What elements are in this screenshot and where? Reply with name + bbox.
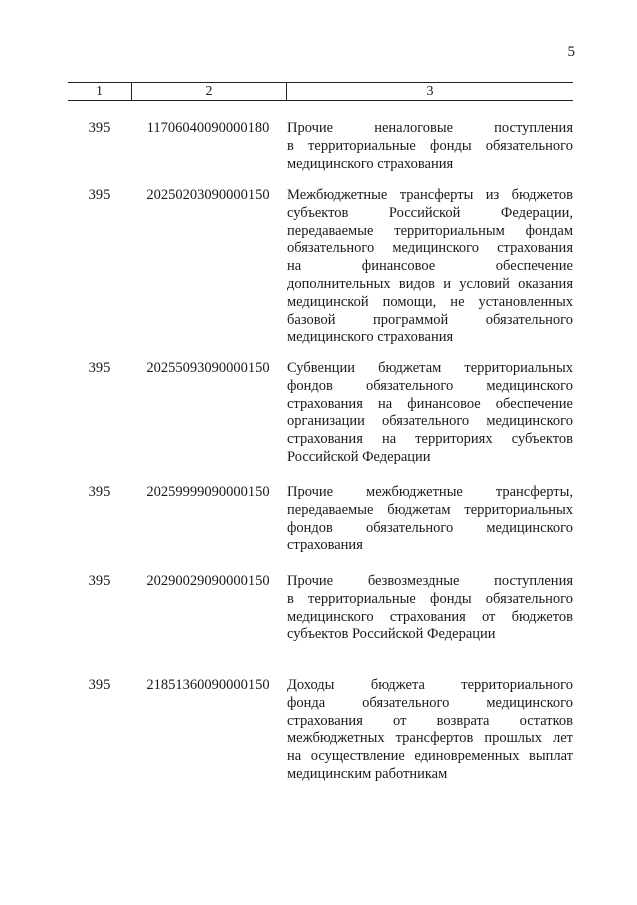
income-name-line: организации обязательного медицинского — [287, 413, 573, 430]
header-column-1: 1 — [68, 83, 132, 100]
income-code: 21851360090000150 — [146, 677, 270, 693]
income-name-line: страхования на территориях субъектов — [287, 431, 573, 448]
income-name-line: медицинским работникам — [287, 765, 448, 782]
income-name — [285, 677, 573, 784]
income-name — [285, 120, 573, 173]
income-name-line: страхования на финансовое обеспечение — [287, 395, 573, 412]
income-name-line: передаваемые бюджетам территориальных — [287, 501, 573, 518]
admin-code: 395 — [88, 677, 111, 693]
header-column-2: 2 — [132, 83, 287, 100]
table-row — [68, 187, 573, 347]
income-code: 20250203090000150 — [146, 187, 270, 203]
income-name-line: Доходы бюджета территориального — [287, 677, 573, 693]
income-name-line: медицинского страхования — [287, 155, 454, 172]
income-name — [285, 360, 573, 467]
income-name-line: страхования — [287, 537, 363, 554]
table-row — [68, 484, 573, 555]
income-name-line: на финансовое обеспечение — [287, 258, 573, 275]
income-name-line: передаваемые территориальным фондам — [287, 222, 573, 239]
income-name-line: фондов обязательного медицинского — [287, 377, 573, 394]
income-name-line: Прочие неналоговые поступления — [287, 120, 573, 136]
header-column-3: 3 — [426, 84, 434, 99]
admin-code: 395 — [88, 484, 111, 500]
income-name-line: медицинского страхования от бюджетов — [287, 608, 573, 625]
income-name-line: Межбюджетные трансферты из бюджетов — [287, 187, 573, 203]
income-name-line: субъектов Российской Федерации — [287, 626, 496, 643]
table-row — [68, 120, 573, 173]
income-name-line: на осуществление единовременных выплат — [287, 748, 573, 765]
table-row — [68, 573, 573, 644]
table-header — [68, 82, 573, 101]
income-name — [285, 187, 573, 347]
table-row — [68, 360, 573, 467]
income-name-line: медицинского страхования — [287, 329, 454, 346]
income-name — [285, 573, 573, 644]
income-code: 20259999090000150 — [146, 484, 270, 500]
income-code: 20255093090000150 — [146, 360, 270, 376]
income-name-line: обязательного медицинского страхования — [287, 240, 573, 257]
income-code: 20290029090000150 — [146, 573, 270, 589]
income-name-line: межбюджетных трансфертов прошлых лет — [287, 730, 573, 747]
income-name-line: в территориальные фонды обязательного — [287, 137, 573, 154]
table-row — [68, 677, 573, 784]
income-name-line: дополнительных видов и условий оказания — [287, 275, 573, 292]
income-name-line: в территориальные фонды обязательного — [287, 590, 573, 607]
income-name-line: базовой программой обязательного — [287, 311, 573, 328]
income-name-line: фондов обязательного медицинского — [287, 519, 573, 536]
admin-code: 395 — [88, 120, 111, 136]
income-name-line: Российской Федерации — [287, 448, 431, 465]
income-name-line: Прочие безвозмездные поступления — [287, 573, 573, 589]
page-number: 5 — [567, 44, 575, 60]
admin-code: 395 — [88, 187, 111, 203]
income-code: 11706040090000180 — [146, 120, 270, 136]
income-name-line: медицинской помощи, не установленных — [287, 293, 573, 310]
admin-code: 395 — [88, 573, 111, 589]
income-name-line: фонда обязательного медицинского — [287, 694, 573, 711]
admin-code: 395 — [88, 360, 111, 376]
income-name — [285, 484, 573, 555]
income-name-line: Субвенции бюджетам территориальных — [287, 360, 573, 376]
income-name-line: страхования от возврата остатков — [287, 712, 573, 729]
income-name-line: субъектов Российской Федерации, — [287, 204, 573, 221]
income-name-line: Прочие межбюджетные трансферты, — [287, 484, 573, 500]
